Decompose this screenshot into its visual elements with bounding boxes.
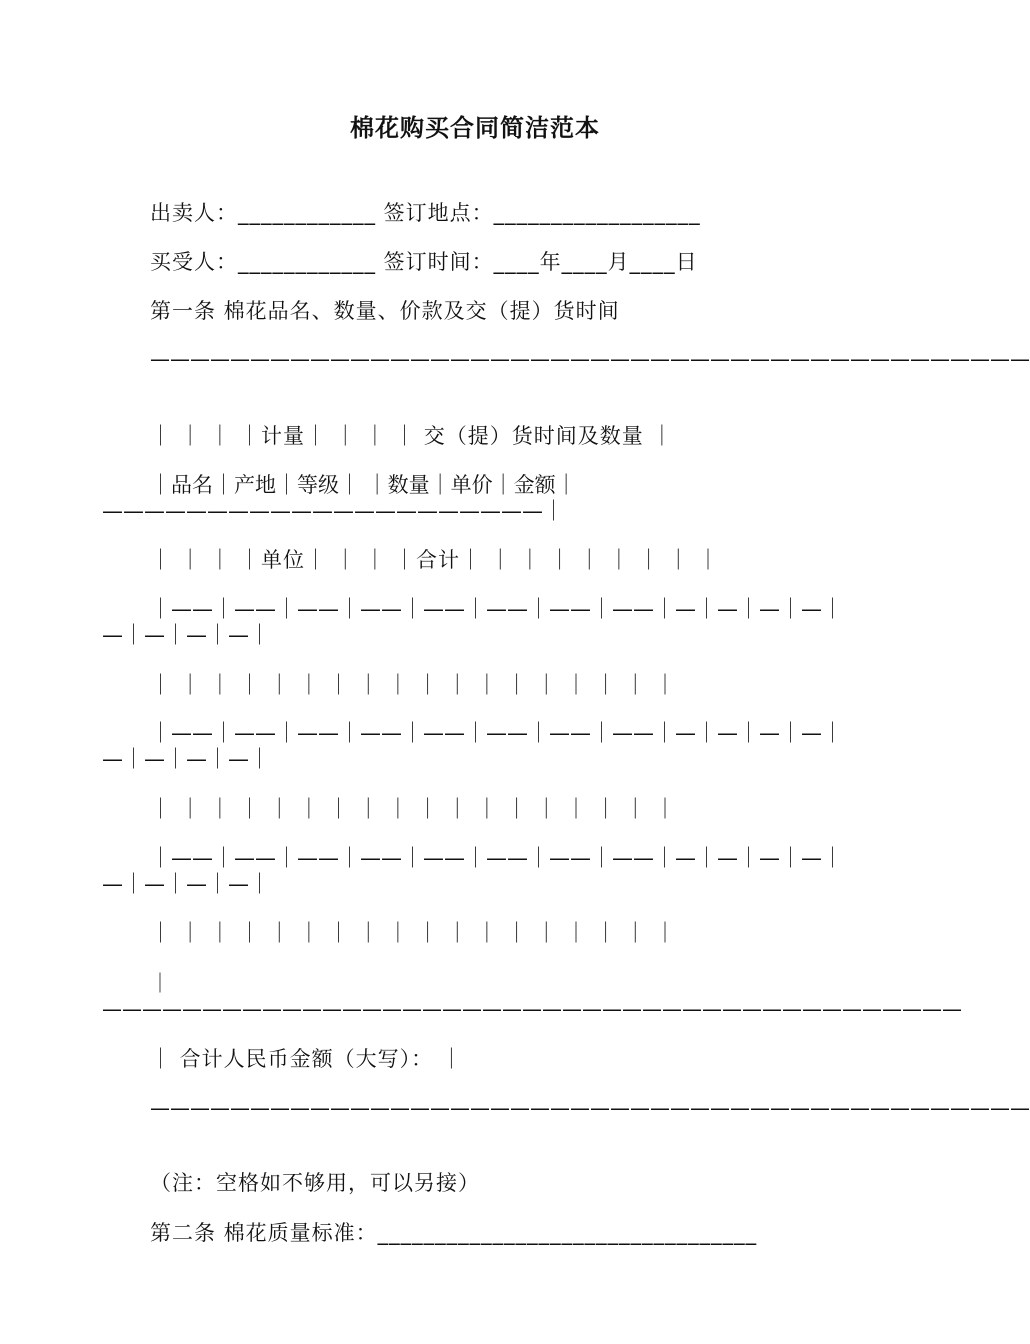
table-row: ｜ ｜ ｜ ｜ ｜ ｜ ｜ ｜ ｜ ｜ ｜ ｜ ｜ ｜ ｜ ｜ ｜ ｜ — [150, 921, 677, 945]
table-row-separator: ｜——｜——｜——｜——｜——｜——｜——｜——｜—｜—｜—｜—｜—｜—｜—｜—｜ — [102, 846, 843, 896]
article-1-heading: 第一条 棉花品名、数量、价款及交（提）货时间 — [150, 299, 620, 323]
article-2-heading: 第二条 棉花质量标准：_________________________________ — [150, 1221, 758, 1245]
table-row-separator: ｜——｜——｜——｜——｜——｜——｜——｜——｜—｜—｜—｜—｜—｜—｜—｜—｜ — [102, 597, 843, 647]
total-amount-line: ｜ 合计人民币金额（大写）： ｜ — [150, 1047, 463, 1071]
table-top-border: ———————————————————————————————————————————— — [150, 347, 1030, 371]
table-row: ｜ ｜ ｜ ｜ ｜ ｜ ｜ ｜ ｜ ｜ ｜ ｜ ｜ ｜ ｜ ｜ ｜ ｜ — [150, 797, 677, 821]
table-bottom-border: ｜——————————————————————————————————————————— — [102, 971, 962, 1021]
note-line: （注：空格如不够用，可以另接） — [150, 1171, 480, 1195]
table-row-separator: ｜——｜——｜——｜——｜——｜——｜——｜——｜—｜—｜—｜—｜—｜—｜—｜—｜ — [102, 721, 843, 771]
table-header-row-3: ｜ ｜ ｜ ｜单位｜ ｜ ｜ ｜合计｜ ｜ ｜ ｜ ｜ ｜ ｜ ｜ ｜ — [150, 548, 720, 572]
table-header-row-1: ｜ ｜ ｜ ｜计量｜ ｜ ｜ ｜ 交（提）货时间及数量 ｜ — [150, 424, 674, 448]
document-title: 棉花购买合同简洁范本 — [350, 114, 600, 142]
seller-line: 出卖人：____________ 签订地点：__________________ — [150, 201, 701, 225]
total-bottom-border: ———————————————————————————————————————————— — [150, 1096, 1030, 1120]
buyer-line: 买受人：____________ 签订时间：____年____月____日 — [150, 250, 698, 274]
table-row: ｜ ｜ ｜ ｜ ｜ ｜ ｜ ｜ ｜ ｜ ｜ ｜ ｜ ｜ ｜ ｜ ｜ ｜ — [150, 673, 677, 697]
table-header-row-2: ｜品名｜产地｜等级｜ ｜数量｜单价｜金额｜—————————————————————｜ — [102, 473, 577, 523]
